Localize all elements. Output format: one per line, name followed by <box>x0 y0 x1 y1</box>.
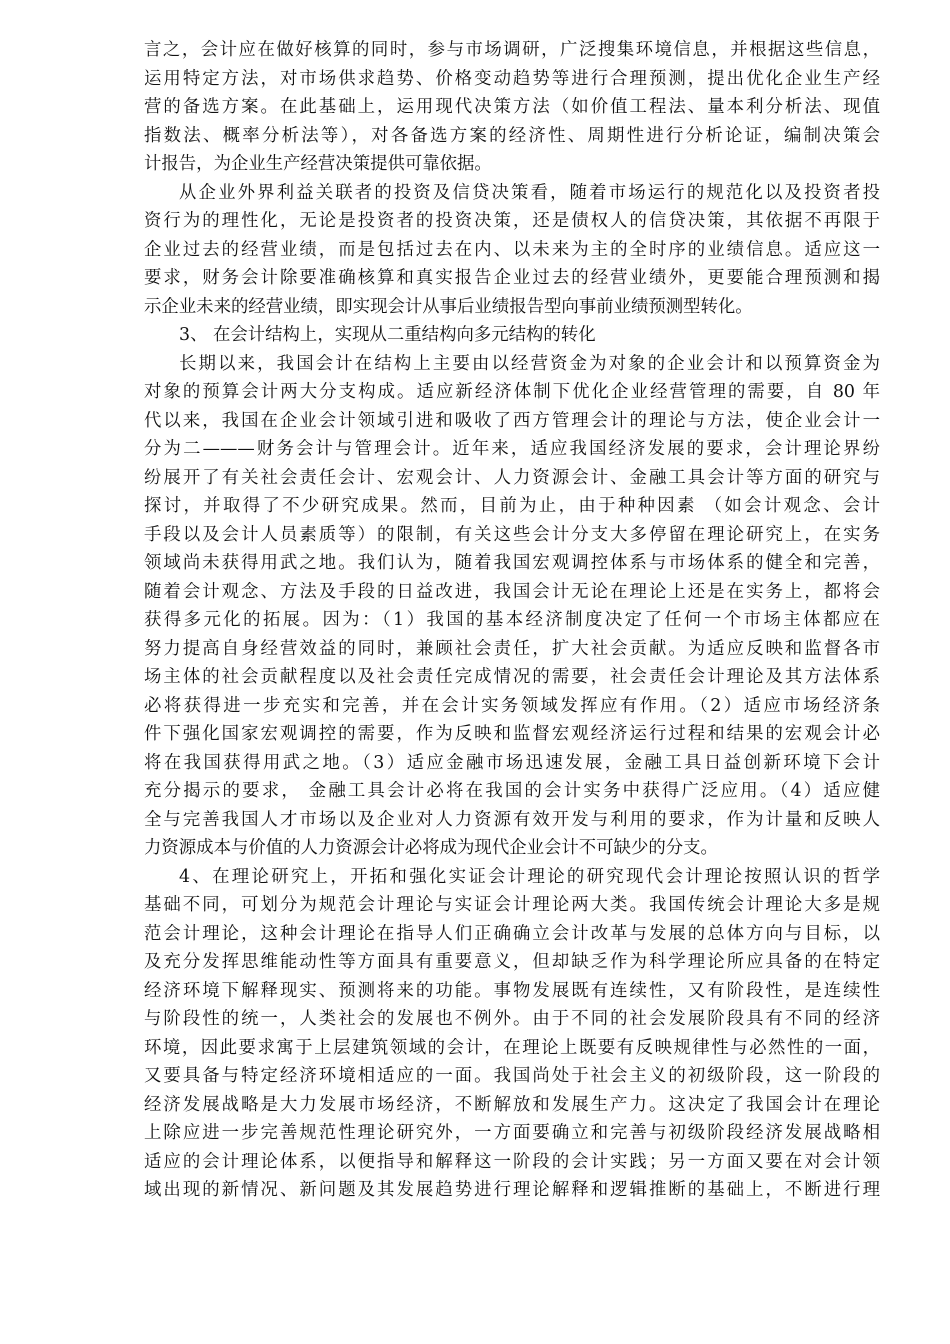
text-line: 营的备选方案。在此基础上，运用现代决策方法（如价值工程法、量本利分析法、现值 <box>144 97 880 117</box>
text-line: 示企业未来的经营业绩，即实现会计从事后业绩报告型向事前业绩预测型转化。 <box>144 296 753 317</box>
text-line: 资行为的理性化，无论是投资者的投资决策，还是债权人的信贷决策，其依据不再限于 <box>144 211 880 231</box>
text-line: 与阶段性的统一，人类社会的发展也不例外。由于不同的社会发展阶段具有不同的经济 <box>144 1009 880 1029</box>
text-line: 及充分发挥思维能动性等方面具有重要意义，但却缺乏作为科学理论所应具备的在特定 <box>144 952 880 972</box>
text-line: 企业过去的经营业绩，而是包括过去在内、以未来为主的全时序的业绩信息。适应这一 <box>144 239 880 260</box>
text-line: 必将获得进一步充实和完善，并在会计实务领域发挥应有作用。（2）适应市场经济条 <box>144 695 880 716</box>
text-line: 力资源成本与价值的人力资源会计必将成为现代企业会计不可缺少的分支。 <box>144 838 718 858</box>
document-page <box>144 36 880 1205</box>
text-line: 3、 在会计结构上，实现从二重结构向多元结构的转化 <box>179 325 596 345</box>
text-line: 适应的会计理论体系，以便指导和解释这一阶段的会计实践；另一方面又要在对会计领 <box>144 1151 880 1172</box>
text-line: 随着会计观念、方法及手段的日益改进，我国会计无论在理论上还是在实务上，都将会 <box>144 581 880 602</box>
text-line: 将在我国获得用武之地。（3）适应金融市场迅速发展，金融工具日益创新环境下会计 <box>144 752 880 773</box>
text-line: 经济发展战略是大力发展市场经济，不断解放和发展生产力。这决定了我国会计在理论 <box>144 1094 880 1115</box>
text-line: 基础不同，可划分为规范会计理论与实证会计理论两大类。我国传统会计理论大多是规 <box>144 895 880 915</box>
text-line: 全与完善我国人才市场以及企业对人力资源有效开发与利用的要求，作为计量和反映人 <box>144 809 880 830</box>
text-line: 场主体的社会贡献程度以及社会责任完成情况的需要，社会责任会计理论及其方法体系 <box>144 667 880 687</box>
text-line: 纷展开了有关社会责任会计、宏观会计、人力资源会计、金融工具会计等方面的研究与 <box>144 467 880 488</box>
text-line: 环境，因此要求寓于上层建筑领域的会计，在理论上既要有反映规律性与必然性的一面， <box>144 1037 880 1058</box>
text-line: 要求，财务会计除要准确核算和真实报告企业过去的经营业绩外，更要能合理预测和揭 <box>144 268 880 288</box>
text-line: 探讨，并取得了不少研究成果。然而，目前为止，由于种种因素 （如会计观念、会计 <box>144 496 880 516</box>
text-line: 获得多元化的拓展。因为：（1）我国的基本经济制度决定了任何一个市场主体都应在 <box>144 610 880 630</box>
text-line: 运用特定方法，对市场供求趋势、价格变动趋势等进行合理预测，提出优化企业生产经 <box>144 68 880 89</box>
text-line: 言之，会计应在做好核算的同时，参与市场调研，广泛搜集环境信息，并根据这些信息， <box>144 40 880 60</box>
text-line: 域出现的新情况、新问题及其发展趋势进行理论解释和逻辑推断的基础上，不断进行理 <box>144 1180 880 1200</box>
text-line: 分为二———财务会计与管理会计。近年来，适应我国经济发展的要求，会计理论界纷 <box>144 439 880 459</box>
text-line: 长期以来，我国会计在结构上主要由以经营资金为对象的企业会计和以预算资金为 <box>179 353 880 374</box>
text-line: 上除应进一步完善规范性理论研究外，一方面要确立和完善与初级阶段经济发展战略相 <box>144 1123 880 1143</box>
text-line: 又要具备与特定经济环境相适应的一面。我国尚处于社会主义的初级阶段，这一阶段的 <box>144 1066 880 1086</box>
text-line: 手段以及会计人员素质等）的限制，有关这些会计分支大多停留在理论研究上，在实务 <box>144 524 880 545</box>
text-line: 对象的预算会计两大分支构成。适应新经济体制下优化企业经营管理的需要，自 80 年 <box>144 382 880 402</box>
text-line: 代以来，我国在企业会计领域引进和吸收了西方管理会计的理论与方法，使企业会计一 <box>144 410 880 431</box>
text-line: 领域尚未获得用武之地。我们认为，随着我国宏观调控体系与市场体系的健全和完善， <box>144 553 880 573</box>
text-line: 范会计理论，这种会计理论在指导人们正确确立会计改革与发展的总体方向与目标，以 <box>144 923 880 944</box>
text-line: 4、在理论研究上，开拓和强化实证会计理论的研究现代会计理论按照认识的哲学 <box>179 866 880 887</box>
text-line: 努力提高自身经营效益的同时，兼顾社会责任，扩大社会贡献。为适应反映和监督各市 <box>144 638 880 659</box>
text-line: 件下强化国家宏观调控的需要，作为反映和监督宏观经济运行过程和结果的宏观会计必 <box>144 724 880 744</box>
text-line: 计报告，为企业生产经营决策提供可靠依据。 <box>144 154 492 174</box>
text-line: 经济环境下解释现实、预测将来的功能。事物发展既有连续性，又有阶段性，是连续性 <box>144 980 880 1001</box>
text-line: 从企业外界利益关联者的投资及信贷决策看，随着市场运行的规范化以及投资者投 <box>179 182 880 203</box>
text-line: 指数法、概率分析法等），对各备选方案的经济性、周期性进行分析论证，编制决策会 <box>144 125 880 146</box>
text-line: 充分揭示的要求， 金融工具会计必将在我国的会计实务中获得广泛应用。（4）适应健 <box>144 781 880 801</box>
